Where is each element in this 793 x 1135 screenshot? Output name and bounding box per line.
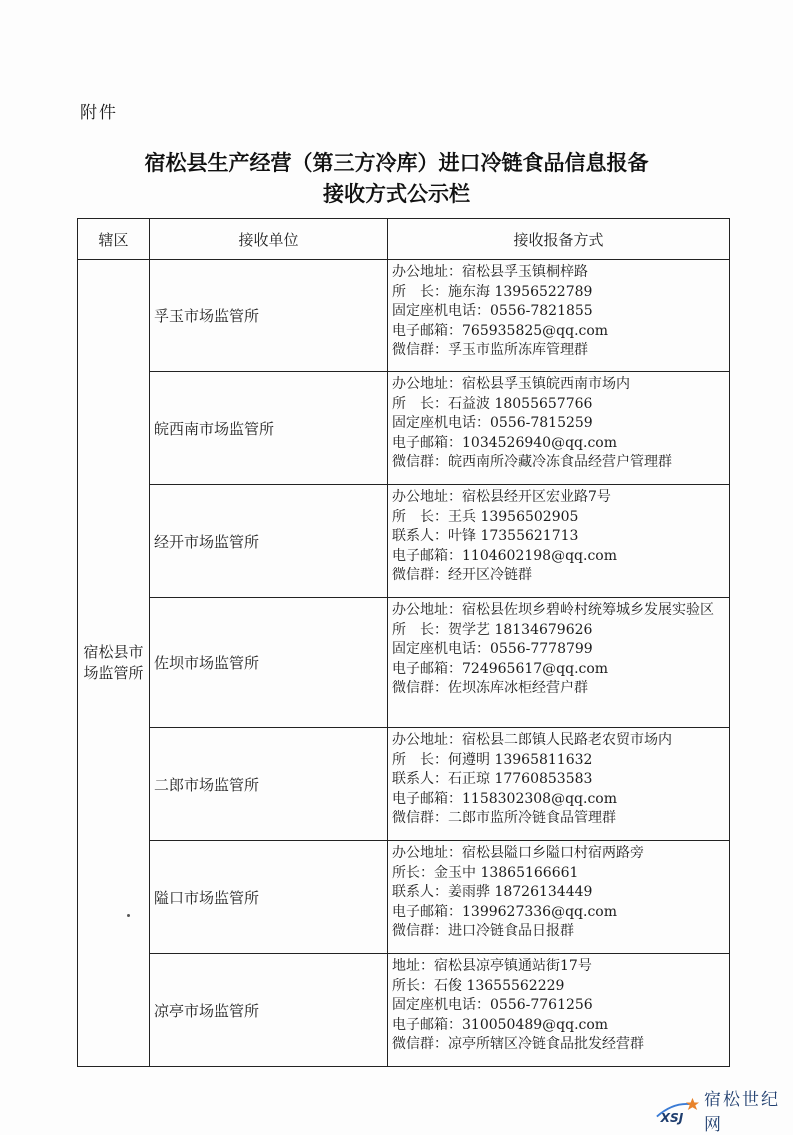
contact-line: 电子邮箱：1399627336@qq.com	[392, 903, 617, 920]
contact-line: 微信群：佐坝冻库冰柜经营户群	[392, 680, 588, 696]
unit-name: 隘口市场监管所	[150, 841, 388, 954]
unit-name: 佐坝市场监管所	[150, 598, 388, 728]
contact-line: 固定座机电话：0556-7761256	[392, 997, 593, 1013]
contact-line: 办公地址：宿松县二郎镇人民路老农贸市场内	[392, 732, 672, 748]
document-title: 宿松县生产经营（第三方冷库）进口冷链食品信息报备	[144, 151, 649, 175]
contact-line: 办公地址：宿松县隘口乡隘口村宿两路旁	[392, 845, 644, 861]
contact-line: 微信群：凉亭所辖区冷链食品批发经营群	[392, 1036, 644, 1052]
contact-line: 所长：金玉中 13865166661	[392, 864, 579, 881]
contact-line: 电子邮箱：765935825@qq.com	[392, 322, 609, 339]
contact-line: 办公地址：宿松县佐坝乡碧岭村统筹城乡发展实验区	[392, 602, 714, 618]
contact-line: 联系人：叶锋 17355621713	[392, 528, 579, 544]
unit-name: 二郎市场监管所	[150, 728, 388, 841]
contact-line: 固定座机电话：0556-7815259	[392, 415, 593, 431]
contact-line: 所 长：贺学艺 18134679626	[392, 621, 593, 638]
table-row	[78, 954, 730, 1067]
contact-line: 办公地址：宿松县经开区宏业路7号	[392, 489, 611, 505]
contact-line: 所 长：王兵 13956502905	[392, 508, 579, 525]
table-row	[78, 260, 730, 372]
contact-table	[77, 218, 730, 1067]
header-unit: 接收单位	[150, 219, 388, 260]
unit-name: 皖西南市场监管所	[150, 372, 388, 485]
contact-info	[388, 598, 730, 728]
unit-name: 孚玉市场监管所	[150, 260, 388, 372]
table-row	[78, 728, 730, 841]
attachment-label: 附件	[80, 103, 118, 123]
contact-line: 微信群：二郎市监所冷链食品管理群	[392, 810, 616, 826]
contact-line: 办公地址：宿松县孚玉镇皖西南市场内	[392, 376, 630, 392]
site-name: 宿松世纪网	[703, 1090, 780, 1135]
contact-line: 固定座机电话：0556-7821855	[392, 303, 593, 319]
contact-line: 电子邮箱：1034526940@qq.com	[392, 434, 617, 451]
contact-line: 电子邮箱：1104602198@qq.com	[392, 547, 617, 564]
contact-line: 所长：石俊 13655562229	[392, 977, 565, 994]
district-cell: 宿松县市场监管所	[78, 260, 150, 1067]
contact-info	[388, 954, 730, 1067]
contact-line: 所 长：何遵明 13965811632	[392, 751, 593, 768]
contact-info	[388, 485, 730, 598]
contact-line: 电子邮箱：1158302308@qq.com	[392, 790, 617, 807]
table-header-row	[78, 219, 730, 260]
contact-line: 所 长：施东海 13956522789	[392, 283, 593, 300]
contact-line: 电子邮箱：310050489@qq.com	[392, 1016, 609, 1033]
table-row	[78, 372, 730, 485]
contact-info	[388, 841, 730, 954]
contact-line: 联系人：姜雨骅 18726134449	[392, 884, 593, 900]
contact-line: 固定座机电话：0556-7778799	[392, 641, 593, 657]
header-method: 接收报备方式	[388, 219, 730, 260]
contact-line: 微信群：进口冷链食品日报群	[392, 923, 574, 939]
contact-info	[388, 728, 730, 841]
unit-name: 经开市场监管所	[150, 485, 388, 598]
watermark	[655, 1085, 793, 1135]
contact-line: 办公地址：宿松县孚玉镇桐梓路	[392, 264, 588, 280]
contact-line: 联系人：石正琼 17760853583	[392, 771, 593, 787]
contact-line: 电子邮箱：724965617@qq.com	[392, 660, 609, 677]
contact-line: 微信群：经开区冷链群	[392, 567, 532, 583]
table-row	[78, 598, 730, 728]
header-district: 辖区	[78, 219, 150, 260]
table-row	[78, 485, 730, 598]
scan-dot	[127, 914, 130, 917]
contact-info	[388, 260, 730, 372]
contact-line: 微信群：孚玉市监所冻库管理群	[392, 342, 588, 358]
table-row	[78, 841, 730, 954]
contact-line: 地址：宿松县凉亭镇通站街17号	[392, 958, 592, 974]
unit-name: 凉亭市场监管所	[150, 954, 388, 1067]
contact-info	[388, 372, 730, 485]
logo-text: XSJ	[660, 1111, 684, 1125]
contact-line: 所 长：石益波 18055657766	[392, 395, 593, 412]
contact-line: 微信群：皖西南所冷藏冷冻食品经营户管理群	[392, 454, 672, 470]
document-subtitle: 接收方式公示栏	[323, 182, 470, 206]
